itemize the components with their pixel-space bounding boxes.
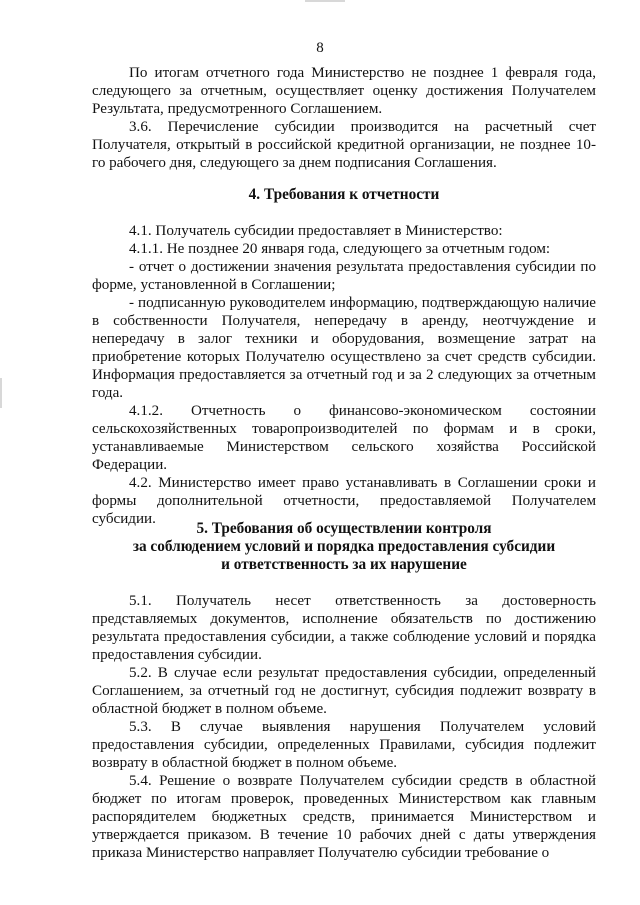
paragraph-5-4: 5.4. Решение о возврате Получателем субсидии средств в областной бюджет по итогам проверок, проведенных Министерством как главным распорядителем бюджетных средств, принимается Министерством и утверждается приказом. В течение 10 рабочих дней с даты утверждения приказа Министерство направляет Получателю субсидии требование о [92,773,596,861]
paragraph-4-1-2: 4.1.2. Отчетность о финансово-экономическом состоянии сельскохозяйственных товаропроизводителей по формам и в сроки, устанавливаемые Министерством сельского хозяйства Российской Федерации. [92,403,596,473]
paragraph-4-1-1: 4.1.1. Не позднее 20 января года, следующего за отчетным годом: [129,241,551,257]
paragraph-results-assessment: По итогам отчетного года Министерство не позднее 1 февраля года, следующего за отчетным, осуществляет оценку достижения Получателем Результата, предусмотренного Соглашением. [92,65,596,117]
paragraph-5-2: 5.2. В случае если результат предоставления субсидии, определенный Соглашением, за отчетный год не достигнут, субсидия подлежит возврату в областной бюджет в полном объеме. [92,665,596,717]
section-5-heading [92,520,596,574]
paragraph-4-1: 4.1. Получатель субсидии предоставляет в Министерство: [129,223,503,239]
paragraph-5-1: 5.1. Получатель несет ответственность за достоверность представляемых документов, исполнение обязательств по достижению результата предоставления субсидии, а также соблюдение условий и порядка предоставления субсидии. [92,593,596,663]
paragraph-5-3: 5.3. В случае выявления нарушения Получателем условий предоставления субсидии, определенных Правилами, субсидия подлежит возврату в областной бюджет в полном объеме. [92,719,596,771]
paragraph-report-item: - отчет о достижении значения результата предоставления субсидии по форме, установленной в Соглашении; [92,259,596,293]
section-5-title-line-3: и ответственность за их нарушение [221,556,467,573]
section-5-title-line-2: за соблюдением условий и порядка предоставления субсидии [132,538,556,555]
paragraph-4-2: 4.2. Министерство имеет право устанавливать в Соглашении сроки и формы дополнительной отчетности, предоставляемой Получателем субсидии. [92,475,596,527]
section-4-body [92,222,596,528]
scan-edge-mark-left [0,378,2,408]
section-5-title-line-1: 5. Требования об осуществлении контроля [196,520,492,537]
section-4-title: 4. Требования к отчетности [248,186,440,203]
paragraph-block-top [92,64,596,172]
scan-edge-mark-top [305,0,345,2]
paragraph-3-6: 3.6. Перечисление субсидии производится на расчетный счет Получателя, открытый в российской кредитной организации, не позднее 10-го рабочего дня, следующего за днем подписания Соглашения. [92,119,596,171]
page-number: 8 [316,40,324,56]
section-5-body [92,592,596,862]
paragraph-info-item: - подписанную руководителем информацию, подтверждающую наличие в собственности Получателя, непередачу в аренду, неотчуждение и непередачу в залог техники и оборудования, возмещение затрат на приобретение которых Получателю осуществлено за счет средств субсидии. Информация предоставляется за отчетный год и за 2 следующих за отчетным года. [92,295,596,401]
section-4 [92,186,596,204]
